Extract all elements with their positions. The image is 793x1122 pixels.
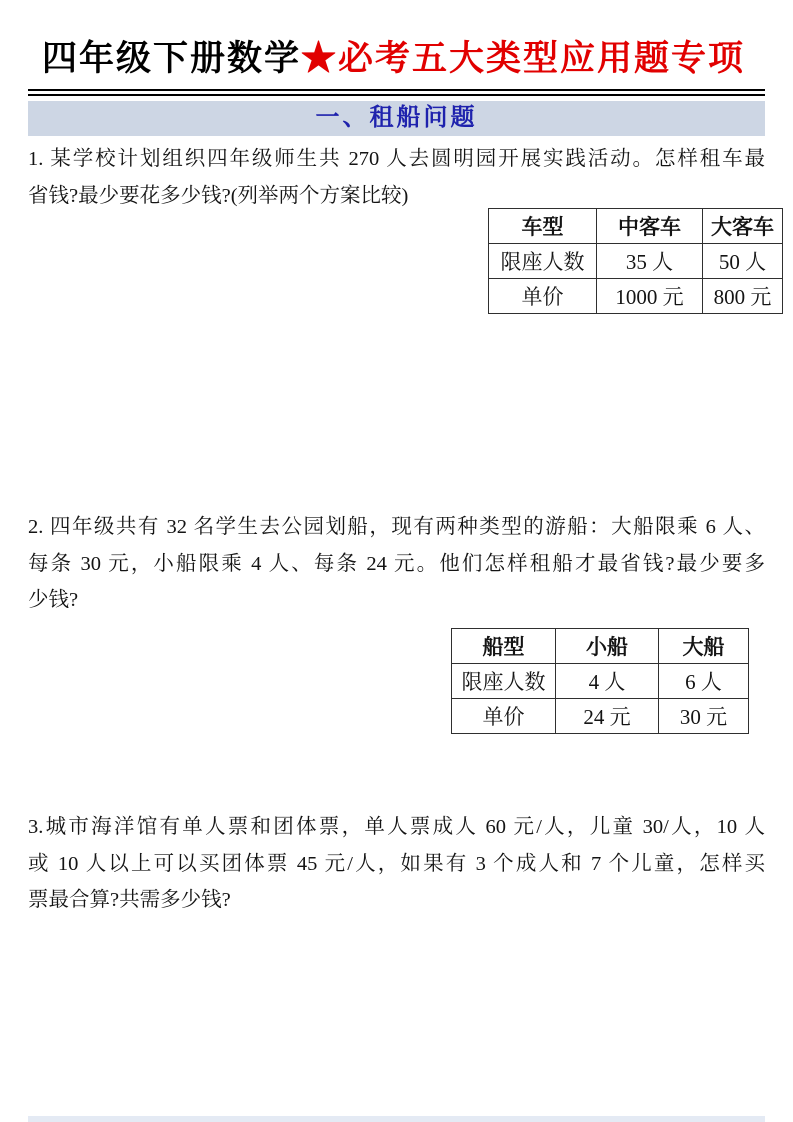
table-header-cell: 小船 [556,629,659,664]
table-cell: 24 元 [556,699,659,734]
bus-fare-table [488,208,783,314]
title-main: 四年级下册数学 [42,39,302,78]
table-cell: 35 人 [597,244,703,279]
table-cell: 限座人数 [452,664,556,699]
table-cell: 单价 [489,279,597,314]
page-title [42,34,765,84]
problem-1 [28,141,765,214]
table-cell: 单价 [452,699,556,734]
table-cell: 50 人 [703,244,783,279]
problem-1-line-2: 省钱?最少要花多少钱?(列举两个方案比较) [28,184,409,207]
table-header-cell: 大船 [659,629,749,664]
problem-2-line-3: 少钱? [28,589,79,611]
problem-2 [28,509,765,619]
table-header-cell: 中客车 [597,209,703,244]
problem-3 [28,809,765,919]
problem-2-line-2: 每条 30 元，小船限乘 4 人、每条 24 元。他们怎样租船才最省钱?最少要多 [28,552,765,575]
problem-3-line-2: 或 10 人以上可以买团体票 45 元/人，如果有 3 个成人和 7 个儿童，怎样买 [28,852,765,875]
section-banner-label: 一、租船问题 [315,105,478,131]
table-header-cell: 大客车 [703,209,783,244]
boat-fare-table [451,628,749,734]
star-icon: ★ [301,39,339,78]
next-section-banner-edge [28,1116,765,1122]
table-cell: 30 元 [659,699,749,734]
problem-1-line-1: 1. 某学校计划组织四年级师生共 270 人去圆明园开展实践活动。怎样租车最 [28,148,765,170]
title-highlight: 必考五大类型应用题专项 [338,39,746,78]
problem-3-line-1: 3.城市海洋馆有单人票和团体票，单人票成人 60 元/人，儿童 30/人，10 人 [28,816,765,838]
table-header-cell: 船型 [452,629,556,664]
table-cell: 1000 元 [597,279,703,314]
document-title [28,34,765,96]
table-header-cell: 车型 [489,209,597,244]
table-cell: 限座人数 [489,244,597,279]
table-cell: 6 人 [659,664,749,699]
table-cell: 800 元 [703,279,783,314]
problem-2-line-1: 2. 四年级共有 32 名学生去公园划船，现有两种类型的游船：大船限乘 6 人、 [28,516,765,538]
problem-3-line-3: 票最合算?共需多少钱? [28,889,231,911]
table-cell: 4 人 [556,664,659,699]
section-banner [28,101,765,136]
